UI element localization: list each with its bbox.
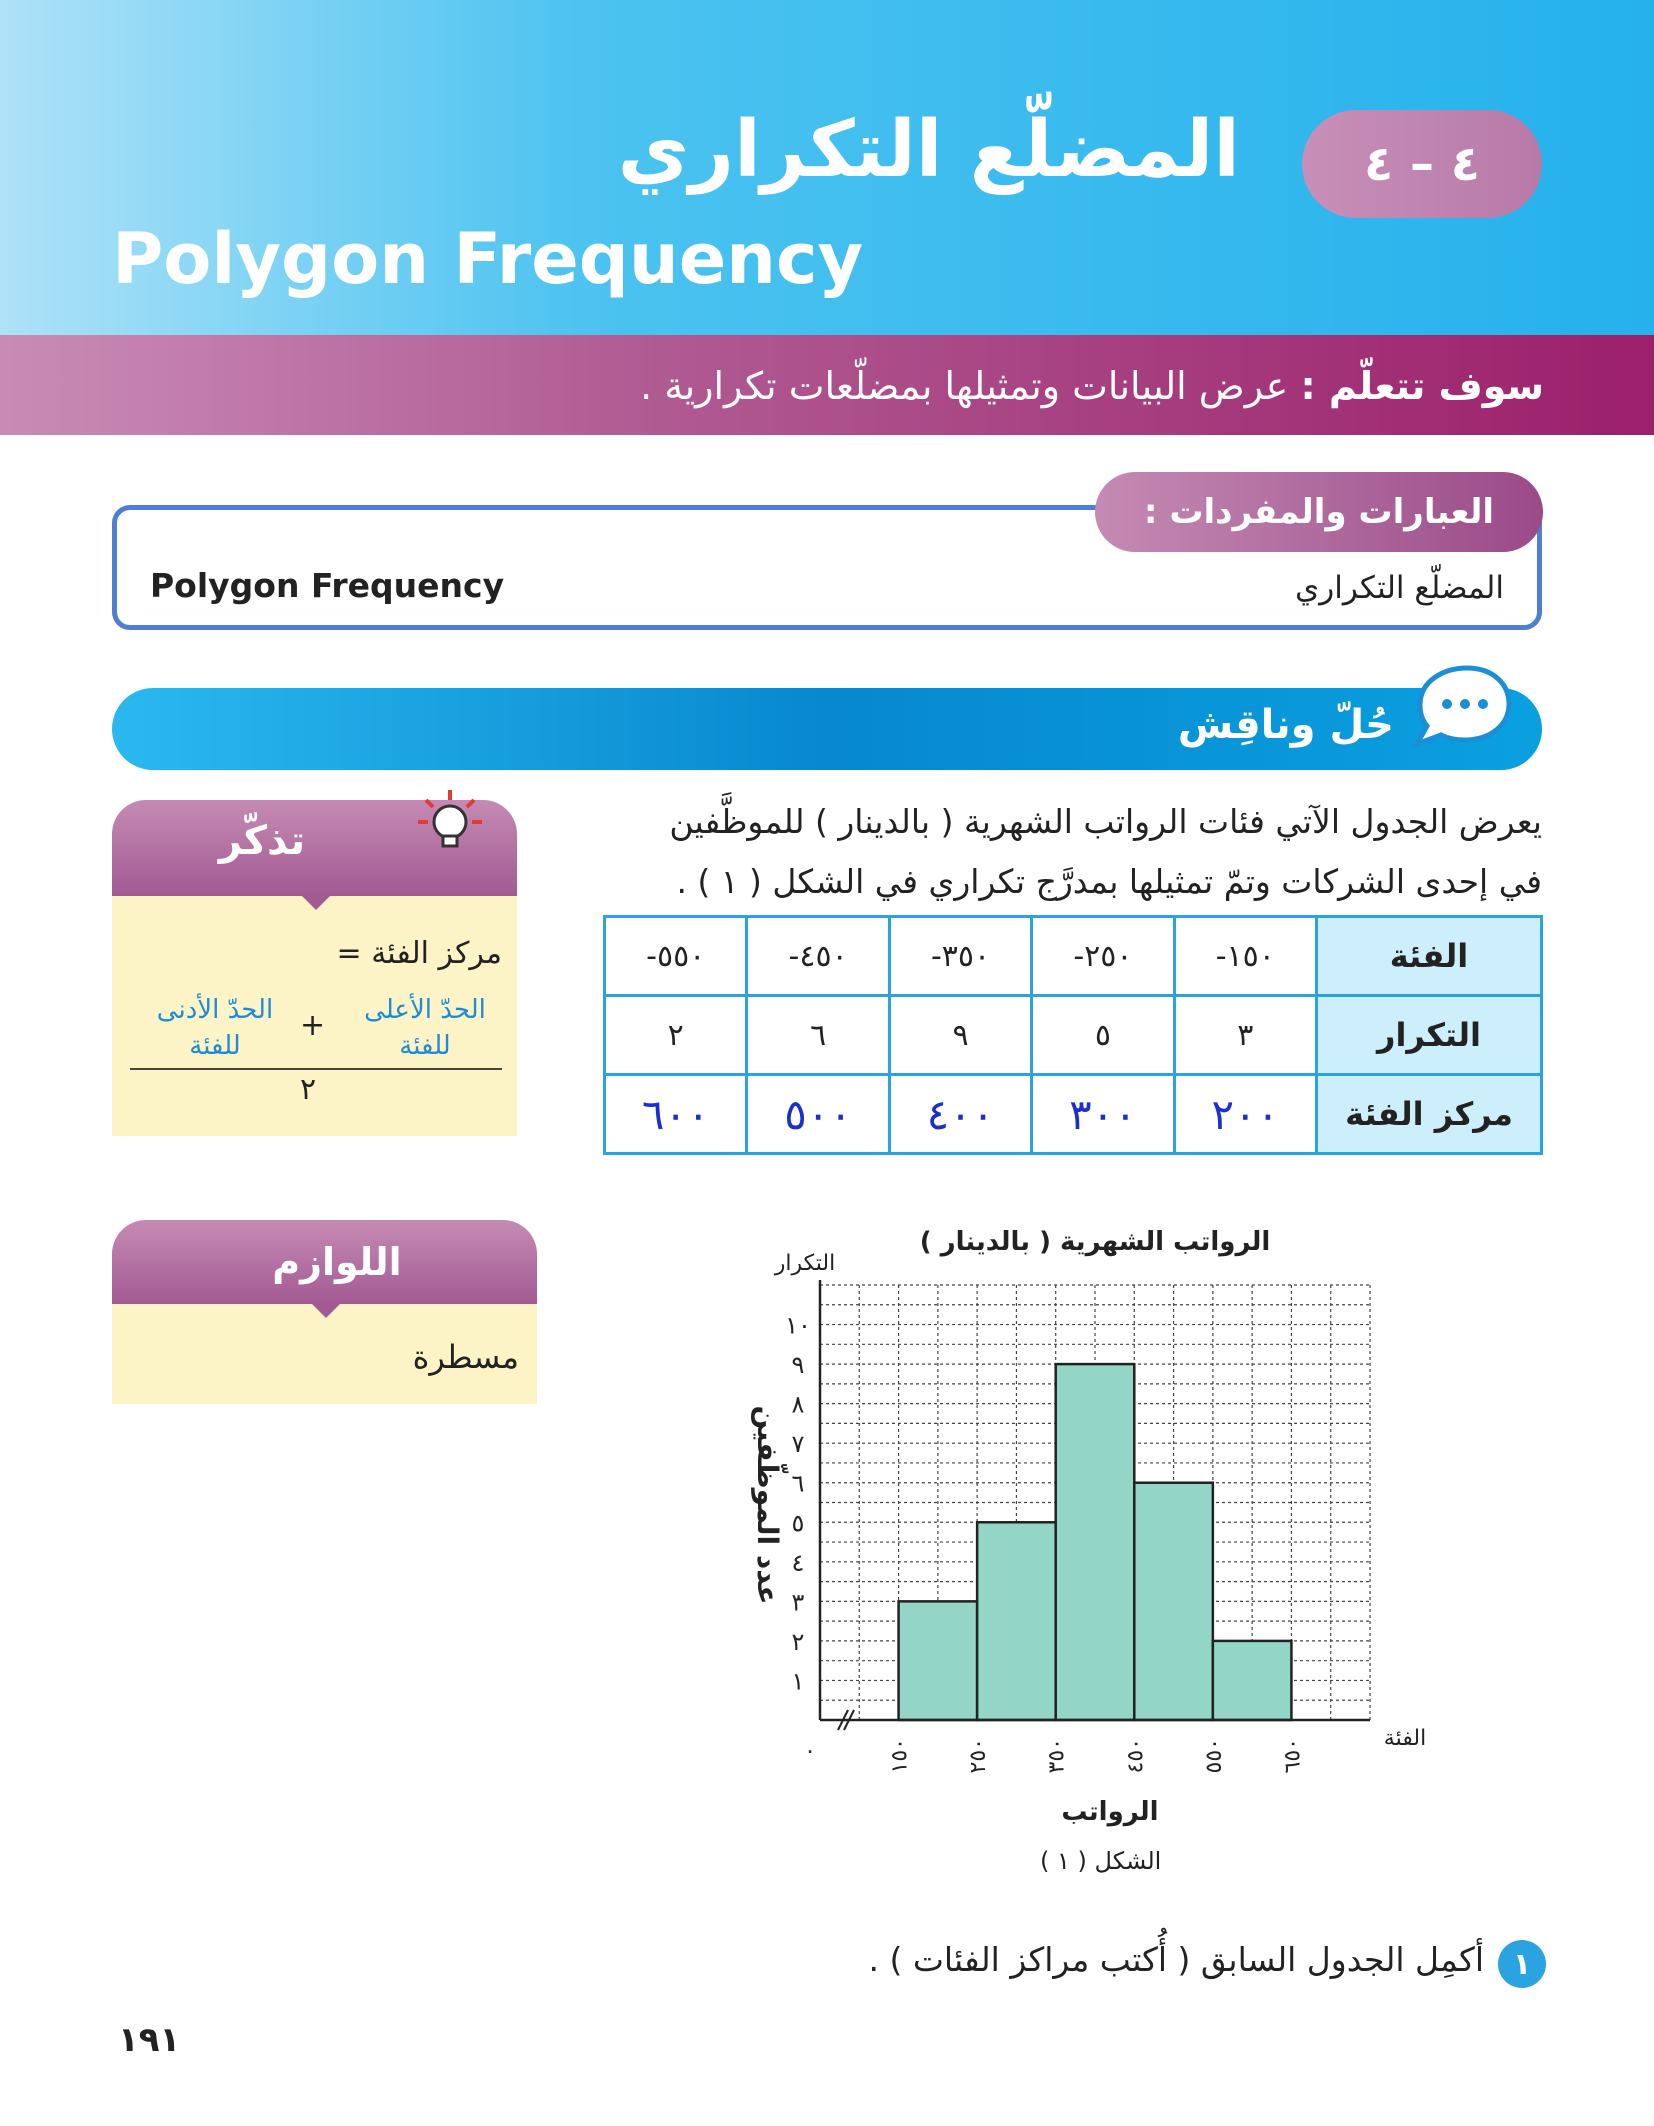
frequency-table xyxy=(603,915,1543,1155)
frequency-cell: ٣ xyxy=(1174,996,1316,1075)
table-row-center xyxy=(605,1075,1542,1154)
x-tick-label: ٥٥٠ xyxy=(1201,1738,1227,1774)
histogram-chart xyxy=(700,1215,1460,1895)
x-tick-label: ٣٥٠ xyxy=(1044,1738,1070,1774)
lightbulb-icon xyxy=(410,780,490,860)
histogram-bar xyxy=(1056,1364,1135,1720)
intro-line-1: يعرض الجدول الآتي فئات الرواتب الشهرية ( بالدينار ) للموظَّفين xyxy=(669,802,1542,841)
x-tick-label: ٢٥٠ xyxy=(966,1738,992,1774)
x-origin-label: ٠ xyxy=(804,1739,816,1764)
tools-heading: اللوازم xyxy=(272,1240,402,1284)
class-cell: ٢٥٠- xyxy=(1032,917,1174,996)
y-tick-label: ١ xyxy=(791,1667,805,1696)
y-axis-label: عدد الموظّفين xyxy=(751,1405,784,1605)
frequency-cell: ٦ xyxy=(747,996,889,1075)
frequency-cell: ٢ xyxy=(605,996,747,1075)
chart-bars xyxy=(899,1364,1292,1720)
learn-label: سوف تتعلّم : xyxy=(1300,364,1544,408)
x-tick-label: ٦٥٠ xyxy=(1280,1738,1306,1774)
y-tick-label: ٢ xyxy=(791,1627,805,1656)
histogram-bar xyxy=(1134,1483,1213,1720)
class-cell: ٤٥٠- xyxy=(747,917,889,996)
intro-paragraph xyxy=(622,792,1542,912)
x-axis-label: الرواتب xyxy=(1061,1797,1159,1827)
y-tick-label: ٧ xyxy=(791,1430,805,1459)
center-cell: ٦٠٠ xyxy=(605,1075,747,1154)
y-tick-label: ٣ xyxy=(791,1588,805,1617)
center-cell: ٢٠٠ xyxy=(1174,1075,1316,1154)
x-tick-label: ١٥٠ xyxy=(887,1738,913,1774)
y-axis-top-label: التكرار xyxy=(774,1251,836,1276)
remember-formula-label: مركز الفئة = xyxy=(336,936,502,971)
class-cell: ٣٥٠- xyxy=(889,917,1031,996)
row-label-center: مركز الفئة xyxy=(1317,1075,1542,1154)
class-cell: ٥٥٠- xyxy=(605,917,747,996)
frequency-cell: ٩ xyxy=(889,996,1031,1075)
row-label-frequency: التكرار xyxy=(1317,996,1542,1075)
y-tick-label: ٦ xyxy=(791,1469,805,1498)
x-axis-end-label: الفئة xyxy=(1383,1726,1427,1751)
histogram-bar xyxy=(899,1601,978,1720)
page-number: ١٩١ xyxy=(118,2020,181,2060)
remember-lower-bound: الحدّ الأدنى للفئة xyxy=(156,995,274,1061)
figure-caption: الشكل ( ١ ) xyxy=(1040,1847,1162,1875)
vocabulary-term-english: Polygon Frequency xyxy=(150,566,505,605)
remember-notch xyxy=(300,894,332,910)
exercise-number: ١ xyxy=(1498,1940,1546,1988)
y-tick-label: ٤ xyxy=(791,1548,805,1577)
row-label-class: الفئة xyxy=(1317,917,1542,996)
table-row-classes xyxy=(605,917,1542,996)
lesson-title-arabic: المضلّع التكراري xyxy=(617,105,1240,195)
y-tick-label: ٥ xyxy=(791,1509,805,1538)
remember-denominator: ٢ xyxy=(300,1072,317,1107)
remember-plus: + xyxy=(300,1008,326,1043)
learn-objective xyxy=(640,364,1544,408)
discuss-heading: حُلّ وناقِش xyxy=(1177,702,1394,748)
y-tick-label: ٨ xyxy=(791,1390,805,1419)
center-cell: ٣٠٠ xyxy=(1032,1075,1174,1154)
exercise-text: أكمِل الجدول السابق ( أُكتب مراكز الفئات ) . xyxy=(868,1940,1484,1979)
center-cell: ٥٠٠ xyxy=(747,1075,889,1154)
remember-upper-bound: الحدّ الأعلى للفئة xyxy=(364,995,486,1061)
fraction-line xyxy=(130,1068,502,1070)
x-tick-label: ٤٥٠ xyxy=(1123,1738,1149,1774)
learn-description: عرض البيانات وتمثيلها بمضلّعات تكرارية . xyxy=(640,364,1289,408)
frequency-cell: ٥ xyxy=(1032,996,1174,1075)
tools-notch xyxy=(310,1302,342,1318)
tools-item: مسطرة xyxy=(412,1338,519,1376)
class-cell: ١٥٠- xyxy=(1174,917,1316,996)
histogram-bar xyxy=(1213,1641,1292,1720)
chart-title: الرواتب الشهرية ( بالدينار ) xyxy=(919,1227,1271,1257)
lesson-number-badge: ٤ – ٤ xyxy=(1302,110,1542,218)
remember-heading: تذكّر xyxy=(218,818,306,864)
lesson-title-english: Polygon Frequency xyxy=(112,218,864,300)
histogram-bar xyxy=(977,1522,1056,1720)
vocabulary-heading: العبارات والمفردات : xyxy=(1095,472,1543,552)
y-tick-label: ٩ xyxy=(791,1351,805,1380)
center-cell: ٤٠٠ xyxy=(889,1075,1031,1154)
vocabulary-term-arabic: المضلّع التكراري xyxy=(1295,570,1504,606)
y-tick-label: ١٠ xyxy=(785,1311,811,1340)
chat-bubble-icon xyxy=(1405,660,1515,750)
intro-line-2: في إحدى الشركات وتمّ تمثيلها بمدرَّج تكراري في الشكل ( ١ ) . xyxy=(676,862,1542,901)
table-row-frequency xyxy=(605,996,1542,1075)
